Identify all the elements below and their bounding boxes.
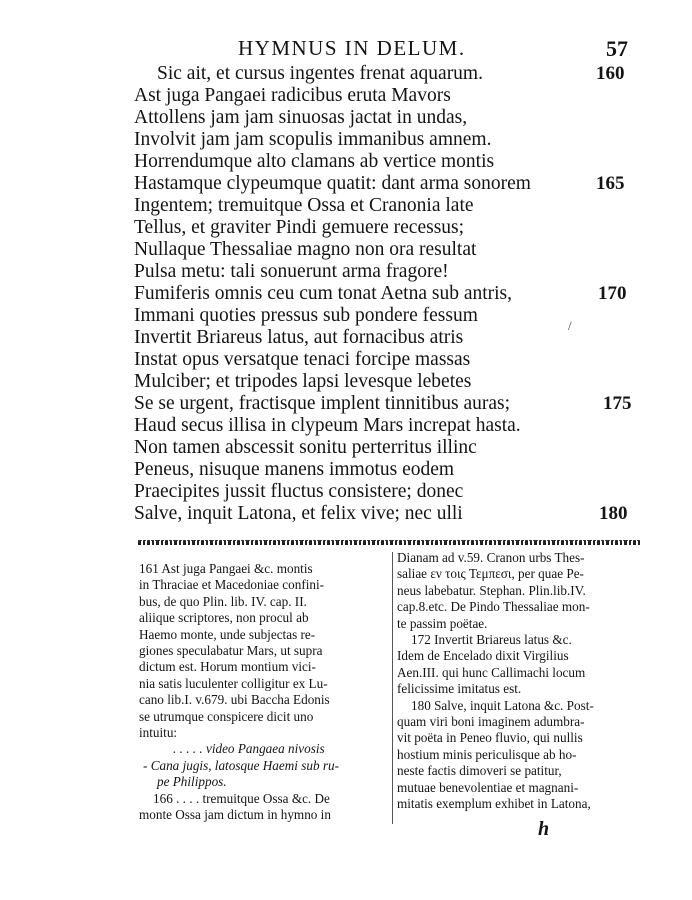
note-line: se utrumque conspicere dicit uno — [139, 708, 314, 724]
note-line: nia satis luculenter colligitur ex Lu- — [139, 675, 328, 691]
note-line: quam viri boni imaginem adumbra- — [397, 714, 585, 730]
notes-left-column — [139, 561, 391, 824]
note-line: te passim poëtae. — [397, 615, 488, 631]
note-line: 161 Ast juga Pangaei &c. montis — [139, 561, 313, 576]
line-number: 160 — [596, 63, 625, 84]
note-line: aliique scriptores, non procul ab — [139, 610, 309, 626]
ornamental-rule — [138, 540, 640, 545]
verse-text: Ast juga Pangaei radicibus eruta Mavors — [134, 85, 451, 106]
verse-text: Tellus, et graviter Pindi gemuere recessus; — [134, 217, 465, 238]
verse-text: Fumiferis omnis ceu cum tonat Aetna sub antris, — [134, 283, 513, 304]
note-line: bus, de quo Plin. lib. IV. cap. II. — [139, 593, 307, 609]
quotation-line: pe Philippos. — [157, 774, 227, 790]
note-line: saliae εν τοις Τεμπεσι, per quae Pe- — [397, 566, 584, 582]
verse-text: Ingentem; tremuitque Ossa et Cranonia late — [134, 195, 474, 216]
verse-text: Involvit jam jam scopulis immanibus amnem. — [134, 129, 492, 150]
note-line: 172 Invertit Briareus latus &c. — [411, 632, 572, 648]
note-line: 180 Salve, inquit Latona &c. Post- — [411, 697, 594, 713]
verse-text: Hastamque clypeumque quatit: dant arma sonorem — [134, 173, 531, 194]
line-number: 180 — [599, 503, 628, 524]
note-line: cap.8.etc. De Pindo Thessaliae mon- — [397, 599, 590, 615]
note-line: cano lib.I. v.679. ubi Baccha Edonis — [139, 692, 330, 708]
verse-text: Salve, inquit Latona, et felix vive; nec ulli — [134, 503, 463, 524]
catchword: h — [538, 818, 550, 840]
note-line: neus labebatur. Stephan. Plin.lib.IV. — [397, 582, 586, 598]
page-number: 57 — [606, 36, 628, 61]
quotation-line: . . . . . video Pangaea nivosis — [173, 741, 325, 757]
notes-right-column — [397, 550, 647, 813]
note-line: dictum est. Horum montium vici- — [139, 659, 316, 675]
verse-text: Peneus, nisuque manens immotus eodem — [134, 459, 455, 480]
line-number: 170 — [598, 283, 627, 304]
note-line: mutuae benevolentiae et magnani- — [397, 779, 579, 795]
note-line: in Thraciae et Macedoniae confini- — [139, 577, 325, 593]
running-title: HYMNUS IN DELUM. — [238, 36, 466, 60]
quotation-line: - Cana jugis, latosque Haemi sub ru- — [143, 757, 339, 773]
note-line: monte Ossa jam dictum in hymno in — [139, 807, 331, 823]
column-divider — [392, 552, 393, 824]
note-line: felicissime imitatus est. — [397, 681, 522, 697]
note-line: neste factis dimoveri se patitur, — [397, 763, 562, 779]
verse-text: Se se urgent, fractisque implent tinnitibus auras; — [134, 393, 511, 414]
note-line: Haemo monte, unde subjectas re- — [139, 626, 316, 642]
verse-text: Attollens jam jam sinuosas jactat in undas, — [134, 107, 468, 128]
note-line: giones speculabatur Mars, ut supra — [139, 643, 323, 659]
line-number: 175 — [603, 393, 632, 414]
note-line: 166 . . . . tremuitque Ossa &c. De — [153, 790, 330, 806]
stray-mark: / — [568, 318, 572, 333]
verse-text: Mulciber; et tripodes lapsi levesque lebetes — [134, 371, 472, 392]
verse-text: Invertit Briareus latus, aut fornacibus atris — [134, 327, 464, 348]
note-line: mitatis exemplum exhibet in Latona, — [397, 796, 591, 812]
verse-text: Instat opus versatque tenaci forcipe massas — [134, 349, 471, 370]
line-number: 165 — [596, 173, 625, 194]
verse-text: Nullaque Thessaliae magno non ora resultat — [134, 239, 477, 260]
verse-text: Horrendumque alto clamans ab vertice montis — [134, 151, 495, 172]
note-line: intuitu: — [139, 725, 178, 741]
verse-text: Pulsa metu: tali sonuerunt arma fragore! — [134, 261, 449, 282]
verse-text: Praecipites jussit fluctus consistere; donec — [134, 481, 464, 502]
note-line: Aen.III. qui hunc Callimachi locum — [397, 664, 586, 680]
verse-text: Non tamen abscessit sonitu perterritus illinc — [134, 437, 477, 458]
note-line: Idem de Encelado dixit Virgilius — [397, 648, 569, 664]
verse-text: Immani quoties pressus sub pondere fessum — [134, 305, 478, 326]
note-line: vit poëta in Peneo fluvio, qui nullis — [397, 730, 583, 746]
note-line: Dianam ad v.59. Cranon urbs Thes- — [397, 550, 585, 565]
verse-text: Sic ait, et cursus ingentes frenat aquarum. — [157, 63, 483, 84]
note-line: hostium minis periculisque ab ho- — [397, 746, 577, 762]
verse-text: Haud secus illisa in clypeum Mars increpat hasta. — [134, 415, 521, 436]
page-header — [0, 36, 692, 66]
